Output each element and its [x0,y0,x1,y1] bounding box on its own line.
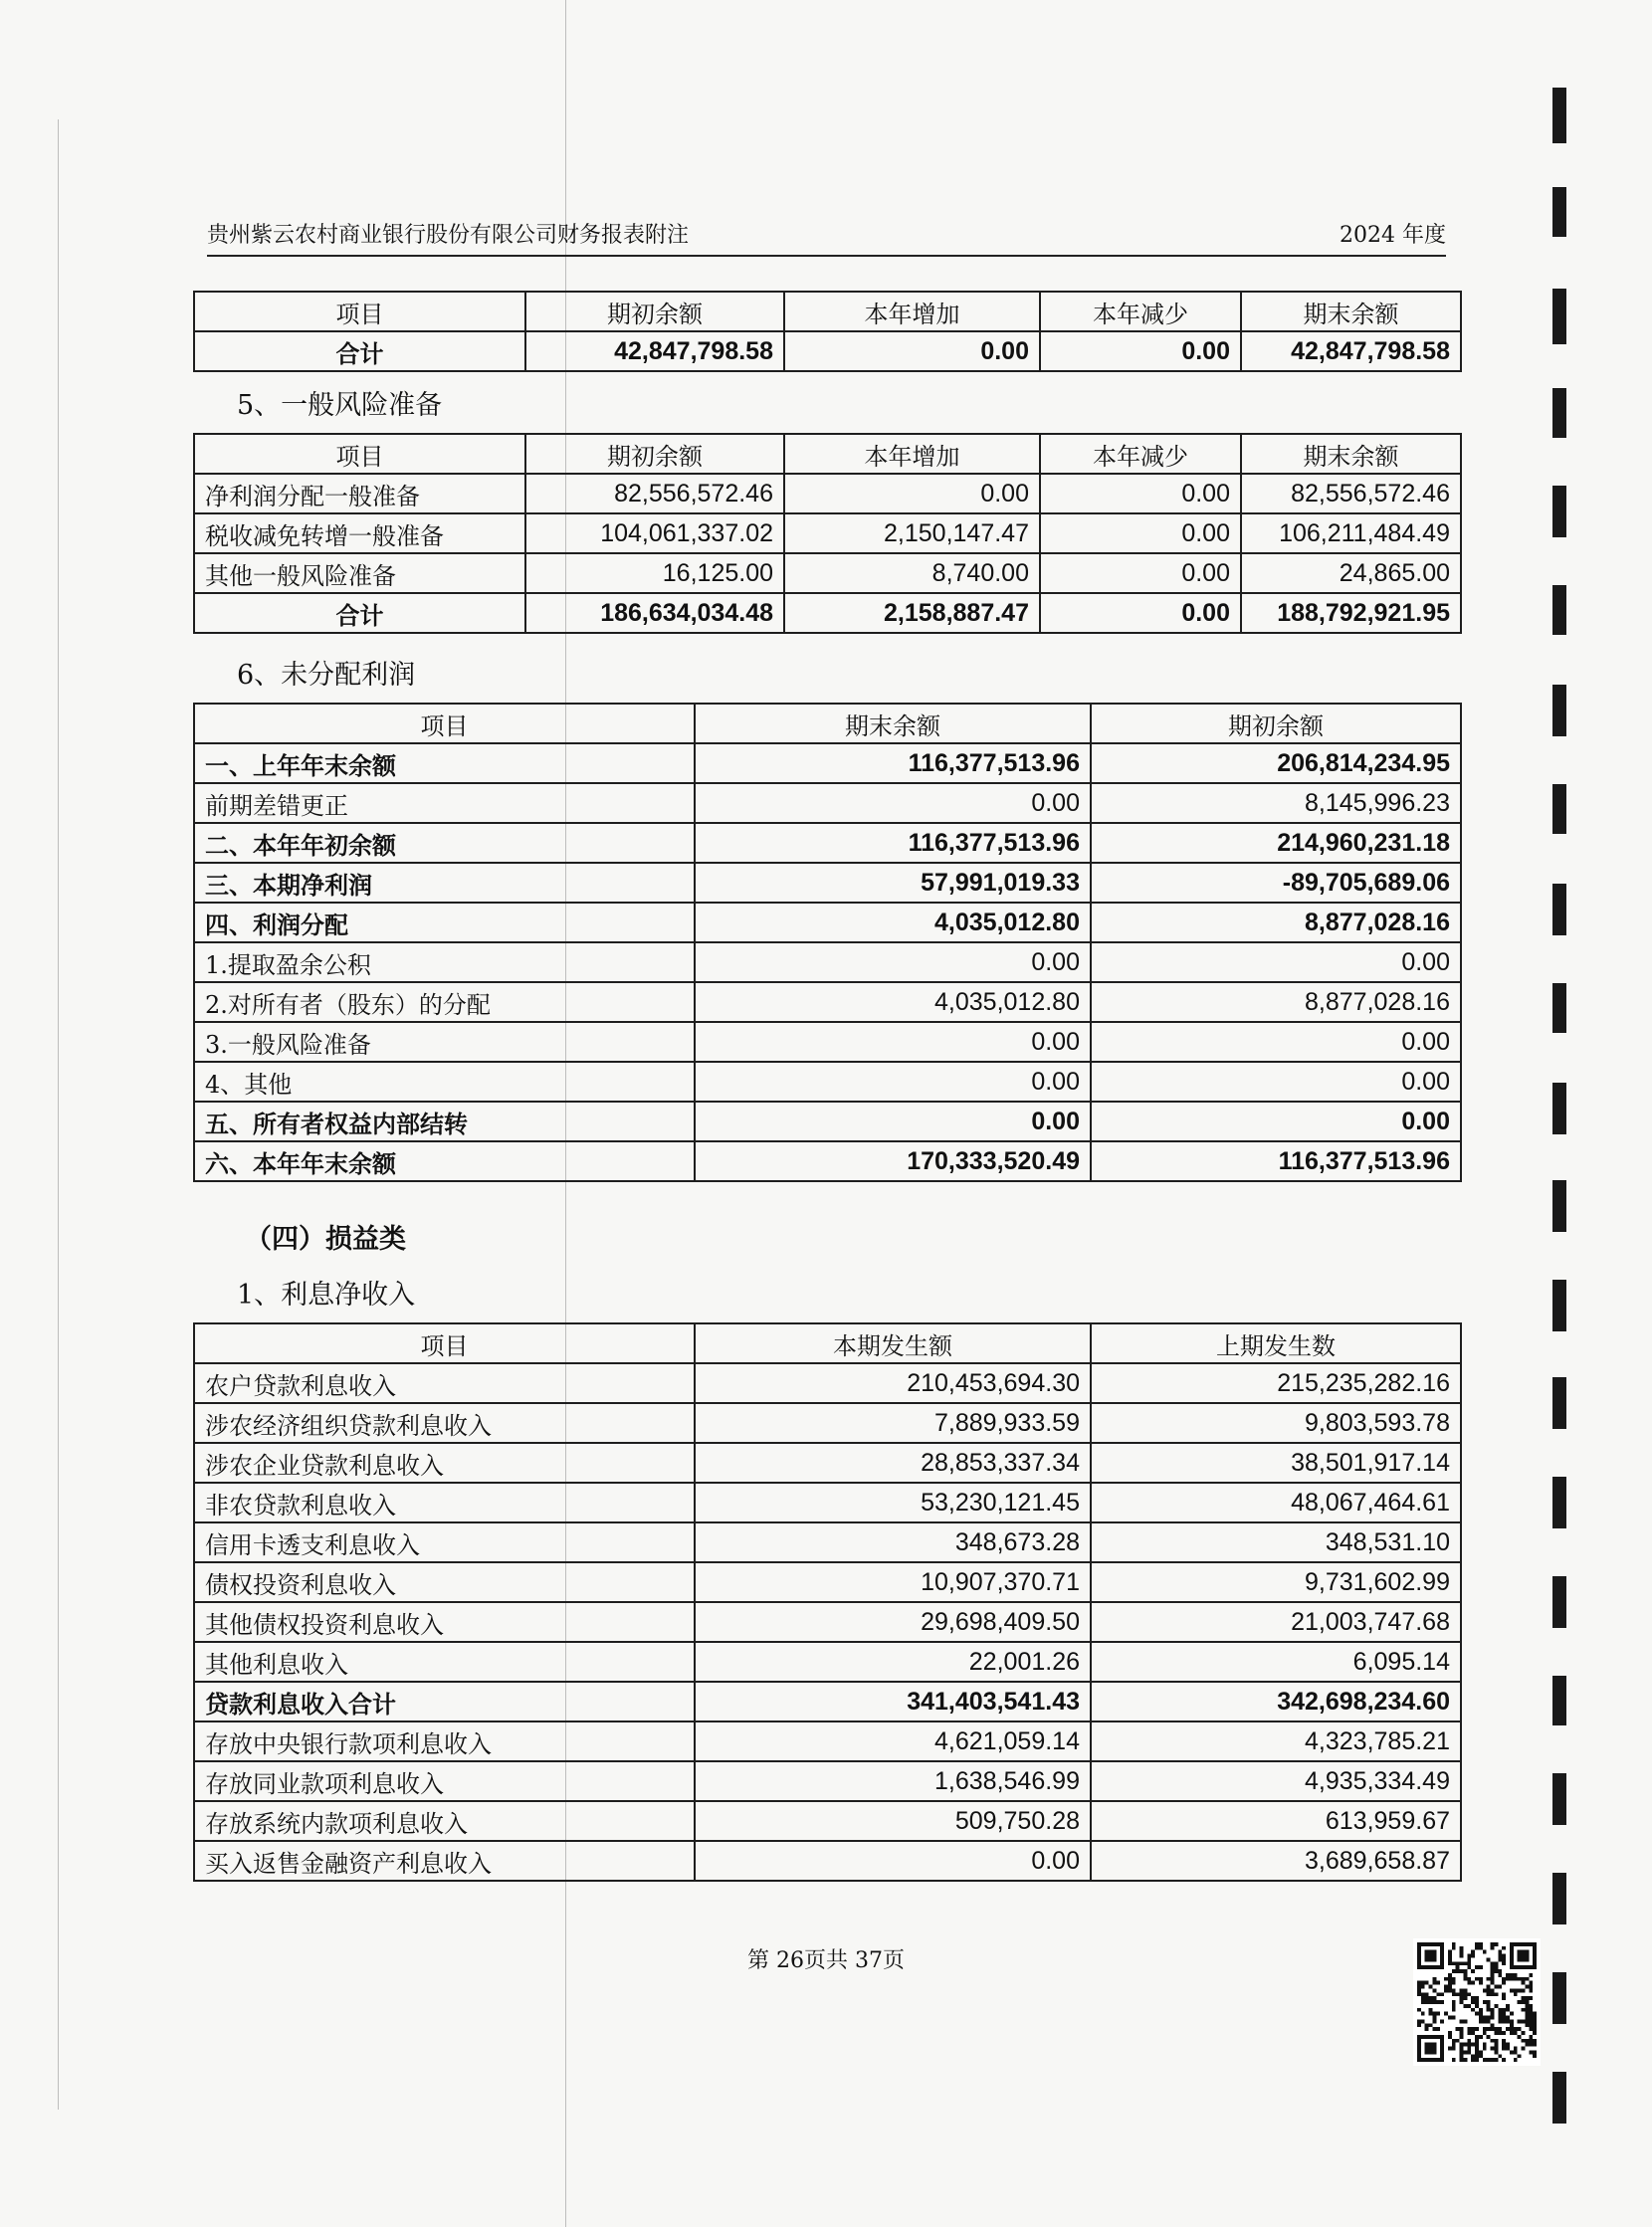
row-label: 买入返售金融资产利息收入 [194,1841,695,1881]
table-undistributed-profit [193,703,1462,1182]
row-label: 六、本年年末余额 [194,1141,695,1181]
cell-value: 0.00 [695,1062,1091,1102]
table-header-row [194,292,1461,331]
cell-value: 9,803,593.78 [1091,1403,1461,1443]
table-row [194,1801,1461,1841]
cell-value: 0.00 [1040,331,1241,371]
fold-line-left [58,119,59,2110]
table-row [194,783,1461,823]
cell-value: 210,453,694.30 [695,1363,1091,1403]
section-heading: 6、未分配利润 [237,660,416,691]
row-label: 贷款利息收入合计 [194,1682,695,1721]
table-row [194,743,1461,783]
table-row [194,1522,1461,1562]
cell-value: 0.00 [695,942,1091,982]
row-label: 其他债权投资利息收入 [194,1602,695,1642]
col-header: 期初余额 [525,292,784,331]
table-row [194,1022,1461,1062]
cell-value: 0.00 [695,1102,1091,1141]
cell-value: 0.00 [1091,1022,1461,1062]
cell-value: 24,865.00 [1241,553,1461,593]
cell-value: 42,847,798.58 [525,331,784,371]
row-label: 涉农企业贷款利息收入 [194,1443,695,1483]
cell-value: 0.00 [1091,1062,1461,1102]
cell-value: 509,750.28 [695,1801,1091,1841]
cell-value: 82,556,572.46 [525,474,784,513]
cell-value: 215,235,282.16 [1091,1363,1461,1403]
row-label: 存放中央银行款项利息收入 [194,1721,695,1761]
row-label: 税收减免转增一般准备 [194,513,525,553]
row-label: 其他利息收入 [194,1642,695,1682]
cell-value: 22,001.26 [695,1642,1091,1682]
table-row [194,1761,1461,1801]
binding-mark [1552,1477,1566,1528]
table-row [194,1602,1461,1642]
col-header: 本年增加 [784,292,1040,331]
table-row [194,1141,1461,1181]
table-row [194,1562,1461,1602]
cell-value: 116,377,513.96 [695,823,1091,863]
header-title: 贵州紫云农村商业银行股份有限公司财务报表附注 [207,223,690,248]
cell-value: 2,150,147.47 [784,513,1040,553]
table-row [194,1483,1461,1522]
binding-mark [1552,685,1566,736]
cell-value: 4,935,334.49 [1091,1761,1461,1801]
cell-value: 10,907,370.71 [695,1562,1091,1602]
binding-mark [1552,884,1566,935]
cell-value: 0.00 [695,1022,1091,1062]
row-label: 五、所有者权益内部结转 [194,1102,695,1141]
binding-mark [1552,88,1566,143]
table-row [194,553,1461,593]
page-number: 第 26页共 37页 [747,1948,905,1973]
row-label: 四、利润分配 [194,903,695,942]
cell-value: 8,877,028.16 [1091,982,1461,1022]
cell-value: 2,158,887.47 [784,593,1040,633]
row-label: 债权投资利息收入 [194,1562,695,1602]
table-row [194,982,1461,1022]
row-label: 存放同业款项利息收入 [194,1761,695,1801]
cell-value: 116,377,513.96 [695,743,1091,783]
cell-value: 4,621,059.14 [695,1721,1091,1761]
table-row [194,1682,1461,1721]
cell-value: 342,698,234.60 [1091,1682,1461,1721]
table-row [194,1721,1461,1761]
row-label: 涉农经济组织贷款利息收入 [194,1403,695,1443]
row-label: 4、其他 [194,1062,695,1102]
cell-value: 9,731,602.99 [1091,1562,1461,1602]
cell-value: 53,230,121.45 [695,1483,1091,1522]
cell-value: 21,003,747.68 [1091,1602,1461,1642]
table-header-row [194,434,1461,474]
binding-mark [1552,1180,1566,1232]
row-label: 一、上年年末余额 [194,743,695,783]
section-heading: 5、一般风险准备 [237,390,443,421]
row-label: 合计 [194,331,525,371]
cell-value: 0.00 [784,474,1040,513]
cell-value: 42,847,798.58 [1241,331,1461,371]
cell-value: 6,095.14 [1091,1642,1461,1682]
col-header: 上期发生数 [1091,1323,1461,1363]
table-general-risk-reserve [193,433,1462,634]
binding-mark [1552,187,1566,237]
cell-value: 348,673.28 [695,1522,1091,1562]
table-row [194,1062,1461,1102]
cell-value: 3,689,658.87 [1091,1841,1461,1881]
table-net-interest-income [193,1322,1462,1882]
cell-value: 8,145,996.23 [1091,783,1461,823]
binding-mark [1552,388,1566,438]
row-label: 1.提取盈余公积 [194,942,695,982]
row-label: 信用卡透支利息收入 [194,1522,695,1562]
cell-value: 0.00 [1040,513,1241,553]
cell-value: 341,403,541.43 [695,1682,1091,1721]
table-header-row [194,1323,1461,1363]
binding-mark [1552,1576,1566,1628]
cell-value: 0.00 [1040,553,1241,593]
table-row [194,863,1461,903]
cell-value: 104,061,337.02 [525,513,784,553]
binding-mark [1552,1280,1566,1331]
table-row [194,903,1461,942]
cell-value: 0.00 [1040,474,1241,513]
table-row [194,1102,1461,1141]
binding-mark [1552,1972,1566,2024]
row-label: 非农贷款利息收入 [194,1483,695,1522]
cell-value: 170,333,520.49 [695,1141,1091,1181]
cell-value: -89,705,689.06 [1091,863,1461,903]
cell-value: 16,125.00 [525,553,784,593]
col-header: 项目 [194,292,525,331]
cell-value: 0.00 [1091,942,1461,982]
col-header: 本年增加 [784,434,1040,474]
binding-mark [1552,1377,1566,1429]
table-continued [193,291,1462,372]
col-header: 项目 [194,704,695,743]
section-heading: 1、利息净收入 [237,1280,416,1311]
cell-value: 613,959.67 [1091,1801,1461,1841]
row-label: 3.一般风险准备 [194,1022,695,1062]
col-header: 期末余额 [1241,434,1461,474]
col-header: 本年减少 [1040,292,1241,331]
cell-value: 4,035,012.80 [695,982,1091,1022]
cell-value: 28,853,337.34 [695,1443,1091,1483]
binding-mark [1552,289,1566,344]
cell-value: 0.00 [695,1841,1091,1881]
table-row [194,593,1461,633]
cell-value: 188,792,921.95 [1241,593,1461,633]
cell-value: 116,377,513.96 [1091,1141,1461,1181]
cell-value: 348,531.10 [1091,1522,1461,1562]
header-year: 2024 年度 [1340,223,1446,248]
section-heading-profit-loss: （四）损益类 [245,1224,406,1255]
cell-value: 29,698,409.50 [695,1602,1091,1642]
col-header: 本年减少 [1040,434,1241,474]
row-label: 合计 [194,593,525,633]
cell-value: 7,889,933.59 [695,1403,1091,1443]
cell-value: 8,877,028.16 [1091,903,1461,942]
col-header: 本期发生额 [695,1323,1091,1363]
row-label: 其他一般风险准备 [194,553,525,593]
table-row [194,823,1461,863]
cell-value: 48,067,464.61 [1091,1483,1461,1522]
col-header: 期末余额 [1241,292,1461,331]
binding-mark [1552,486,1566,537]
table-row [194,331,1461,371]
cell-value: 0.00 [1091,1102,1461,1141]
row-label: 净利润分配一般准备 [194,474,525,513]
binding-mark [1552,983,1566,1033]
row-label: 存放系统内款项利息收入 [194,1801,695,1841]
page-header [207,213,1446,257]
binding-mark [1552,1083,1566,1134]
table-row [194,1642,1461,1682]
cell-value: 214,960,231.18 [1091,823,1461,863]
cell-value: 38,501,917.14 [1091,1443,1461,1483]
binding-mark [1552,585,1566,635]
binding-mark [1552,1773,1566,1825]
table-row [194,1443,1461,1483]
cell-value: 106,211,484.49 [1241,513,1461,553]
cell-value: 57,991,019.33 [695,863,1091,903]
cell-value: 8,740.00 [784,553,1040,593]
table-row [194,942,1461,982]
table-row [194,1363,1461,1403]
cell-value: 82,556,572.46 [1241,474,1461,513]
binding-mark [1552,1873,1566,1924]
cell-value: 206,814,234.95 [1091,743,1461,783]
col-header: 期初余额 [1091,704,1461,743]
cell-value: 0.00 [1040,593,1241,633]
row-label: 农户贷款利息收入 [194,1363,695,1403]
row-label: 前期差错更正 [194,783,695,823]
binding-mark [1552,2072,1566,2124]
col-header: 项目 [194,434,525,474]
table-header-row [194,704,1461,743]
cell-value: 4,323,785.21 [1091,1721,1461,1761]
binding-mark [1552,784,1566,834]
row-label: 2.对所有者（股东）的分配 [194,982,695,1022]
table-row [194,1403,1461,1443]
row-label: 三、本期净利润 [194,863,695,903]
table-row [194,1841,1461,1881]
cell-value: 4,035,012.80 [695,903,1091,942]
qr-code-icon [1411,1938,1543,2066]
col-header: 期末余额 [695,704,1091,743]
table-row [194,513,1461,553]
cell-value: 1,638,546.99 [695,1761,1091,1801]
col-header: 期初余额 [525,434,784,474]
binding-mark [1552,1676,1566,1725]
cell-value: 186,634,034.48 [525,593,784,633]
row-label: 二、本年年初余额 [194,823,695,863]
table-row [194,474,1461,513]
cell-value: 0.00 [784,331,1040,371]
cell-value: 0.00 [695,783,1091,823]
col-header: 项目 [194,1323,695,1363]
